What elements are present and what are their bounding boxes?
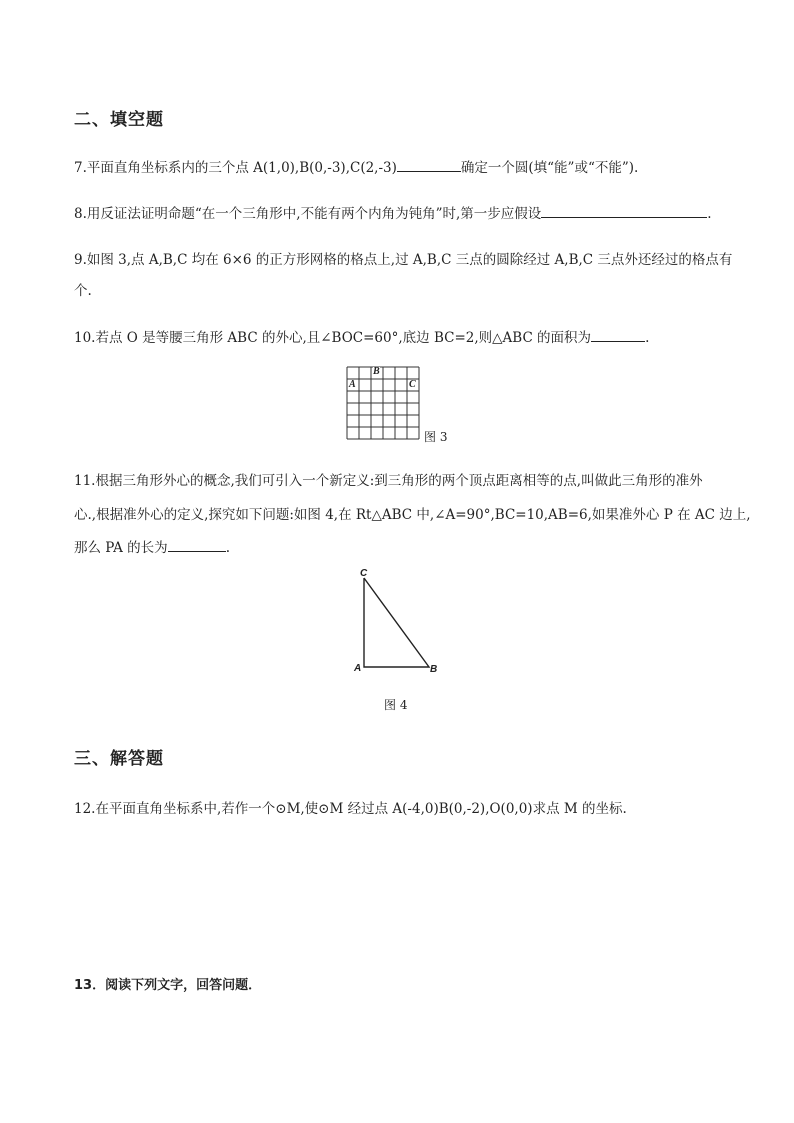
question-7 (74, 156, 638, 176)
section-3-title: 三、解答题 (74, 749, 164, 769)
figure-3-label-a: A (349, 379, 356, 390)
question-11-line-1: 11.根据三角形外心的概念,我们可引入一个新定义:到三角形的两个顶点距离相等的点,叫做此三角形的准外 (74, 473, 703, 489)
question-8 (74, 202, 712, 222)
question-10-after: . (645, 330, 650, 346)
section-2-title: 二、填空题 (74, 110, 164, 130)
question-10 (74, 326, 649, 346)
question-11-line-3 (74, 536, 230, 556)
figure-3-label-b: B (373, 366, 380, 377)
figure-4-label-a: A (354, 663, 362, 674)
figure-3 (346, 366, 456, 444)
figure-4-label-c: C (360, 568, 368, 579)
figure-4-label-b: B (430, 664, 438, 675)
question-11-blank (168, 537, 226, 552)
question-9-line-2: 个. (74, 283, 92, 299)
figure-3-grid (346, 366, 424, 442)
figure-4 (350, 566, 450, 716)
question-13-text: 13．阅读下列文字，回答问题． (74, 978, 262, 993)
figure-4-caption: 图 4 (384, 698, 408, 712)
question-11-line-2: 心.,根据准外心的定义,探究如下问题:如图 4,在 Rt△ABC 中,∠A=90°,BC=10,AB=6,如果准外心 P 在 AC 边上, (74, 507, 751, 523)
question-10-blank (591, 327, 645, 342)
question-8-text: 8.用反证法证明命题“在一个三角形中,不能有两个内角为钝角”时,第一步应假设 (74, 206, 542, 222)
question-13 (74, 974, 261, 993)
question-8-after: . (707, 206, 712, 222)
question-11-after: . (225, 540, 230, 556)
figure-3-caption: 图 3 (424, 430, 448, 444)
question-7-text: 7.平面直角坐标系内的三个点 A(1,0),B(0,-3),C(2,-3) (74, 160, 397, 176)
question-10-text: 10.若点 O 是等腰三角形 ABC 的外心,且∠BOC=60°,底边 BC=2,则△ABC 的面积为 (74, 330, 592, 346)
question-9-line-1: 9.如图 3,点 A,B,C 均在 6×6 的正方形网格的格点上,过 A,B,C 三点的圆除经过 A,B,C 三点外还经过的格点有 (74, 252, 733, 268)
question-11-line-3-text: 那么 PA 的长为 (74, 540, 168, 556)
question-12: 12.在平面直角坐标系中,若作一个⊙M,使⊙M 经过点 A(-4,0)B(0,-2),O(0,0)求点 M 的坐标. (74, 801, 627, 817)
question-7-after: 确定一个圆(填“能”或“不能”). (460, 160, 639, 176)
figure-3-label-c: C (409, 379, 416, 390)
question-7-blank (397, 157, 461, 172)
question-8-blank (541, 203, 707, 218)
